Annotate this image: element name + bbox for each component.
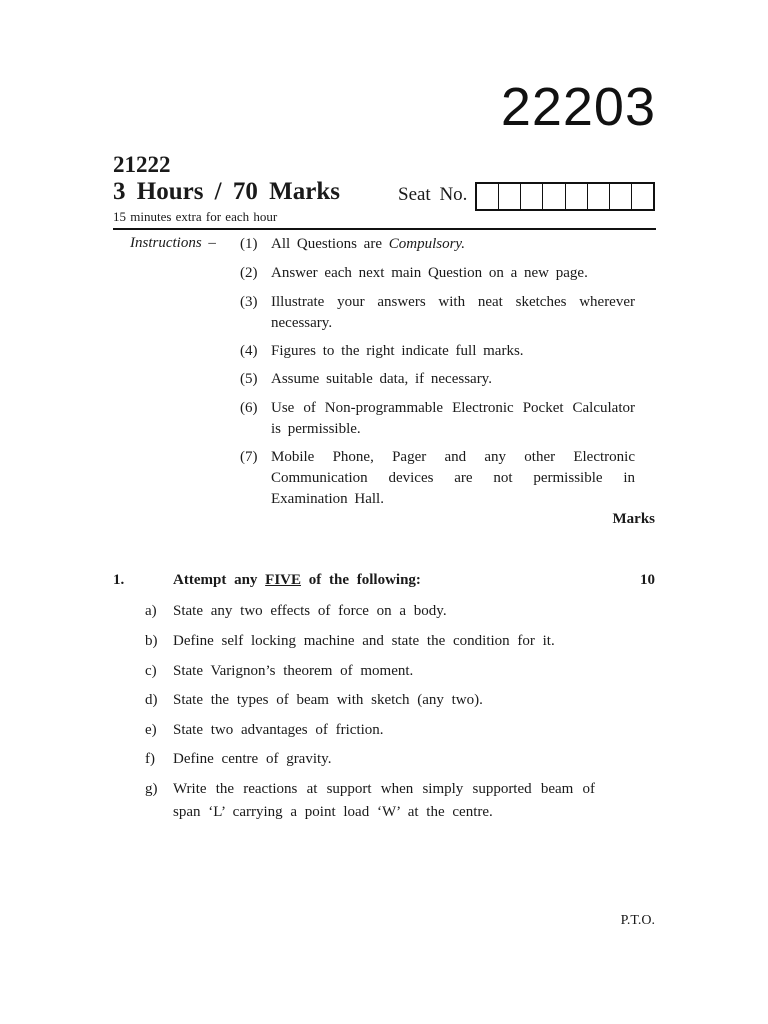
instruction-number: (5) bbox=[240, 371, 258, 387]
instruction-number: (7) bbox=[240, 449, 258, 465]
seat-digit-box[interactable] bbox=[499, 184, 521, 209]
subquestion bbox=[145, 600, 595, 623]
instruction-text-part: All Questions are bbox=[271, 236, 389, 252]
subquestion-label: d) bbox=[145, 692, 158, 708]
subquestion bbox=[145, 660, 595, 683]
subquestion-text: State Varignon’s theorem of moment. bbox=[173, 663, 414, 679]
subquestion-text: State any two effects of force on a body. bbox=[173, 603, 447, 619]
paper-code: 22203 bbox=[500, 77, 656, 137]
seat-number-boxes[interactable] bbox=[475, 182, 655, 211]
seat-digit-box[interactable] bbox=[610, 184, 632, 209]
subquestion bbox=[145, 748, 595, 771]
instruction-number: (1) bbox=[240, 236, 258, 252]
seat-digit-box[interactable] bbox=[566, 184, 588, 209]
subquestion bbox=[145, 719, 595, 742]
instruction-text bbox=[271, 234, 635, 255]
instruction-text: Illustrate your answers with neat sketches wherever necessary. bbox=[271, 294, 635, 331]
instruction-item bbox=[240, 234, 635, 255]
subquestion bbox=[145, 778, 595, 824]
subquestion bbox=[145, 689, 595, 712]
instruction-number: (6) bbox=[240, 400, 258, 416]
seat-digit-box[interactable] bbox=[543, 184, 565, 209]
seat-number-label: Seat No. bbox=[398, 184, 468, 205]
question-title-emphasis: FIVE bbox=[265, 572, 301, 588]
question-number: 1. bbox=[113, 572, 125, 588]
subquestion-text: State two advantages of friction. bbox=[173, 722, 384, 738]
question-title bbox=[173, 572, 421, 589]
seat-digit-box[interactable] bbox=[588, 184, 610, 209]
subquestion-label: g) bbox=[145, 781, 158, 797]
seat-digit-box[interactable] bbox=[477, 184, 499, 209]
subquestion-label: f) bbox=[145, 751, 155, 767]
instruction-text: Assume suitable data, if necessary. bbox=[271, 371, 492, 387]
please-turn-over: P.T.O. bbox=[620, 913, 655, 928]
subquestion-text: Define centre of gravity. bbox=[173, 751, 332, 767]
instruction-item bbox=[240, 447, 635, 510]
instruction-item bbox=[240, 369, 635, 390]
question-title-part: of the following: bbox=[301, 572, 421, 588]
instruction-text: Use of Non-programmable Electronic Pocket Calculator is permissible. bbox=[271, 400, 635, 437]
instruction-text: Answer each next main Question on a new page. bbox=[271, 265, 588, 281]
subquestion-text: State the types of beam with sketch (any two). bbox=[173, 692, 483, 708]
instruction-item bbox=[240, 341, 635, 362]
instruction-number: (2) bbox=[240, 265, 258, 281]
seat-digit-box[interactable] bbox=[632, 184, 653, 209]
question-marks: 10 bbox=[640, 572, 655, 588]
subquestion-label: a) bbox=[145, 603, 157, 619]
extra-time-note: 15 minutes extra for each hour bbox=[113, 209, 278, 224]
instruction-item bbox=[240, 292, 635, 334]
seat-digit-box[interactable] bbox=[521, 184, 543, 209]
subquestion-label: e) bbox=[145, 722, 157, 738]
instructions-title: Instructions – bbox=[130, 235, 216, 251]
instruction-emphasis: Compulsory. bbox=[388, 236, 465, 252]
instruction-text: Figures to the right indicate full marks. bbox=[271, 343, 524, 359]
instruction-item bbox=[240, 263, 635, 284]
exam-code: 21222 bbox=[113, 152, 171, 177]
instruction-item bbox=[240, 398, 635, 440]
question-title-part: Attempt any bbox=[173, 572, 266, 588]
subquestion-text: Write the reactions at support when simply supported beam of span ‘L’ carrying a point load ‘W’ at the centre. bbox=[173, 781, 595, 820]
subquestion-label: c) bbox=[145, 663, 157, 679]
instruction-number: (3) bbox=[240, 294, 258, 310]
instruction-number: (4) bbox=[240, 343, 258, 359]
subquestion-label: b) bbox=[145, 633, 158, 649]
subquestion-text: Define self locking machine and state the condition for it. bbox=[173, 633, 555, 649]
exam-duration-marks: 3 Hours / 70 Marks bbox=[113, 178, 340, 205]
subquestion bbox=[145, 630, 595, 653]
instruction-text: Mobile Phone, Pager and any other Electronic Communication devices are not permissible in Examination Hall. bbox=[271, 449, 635, 507]
header-divider bbox=[113, 228, 656, 230]
marks-column-heading: Marks bbox=[612, 511, 655, 527]
